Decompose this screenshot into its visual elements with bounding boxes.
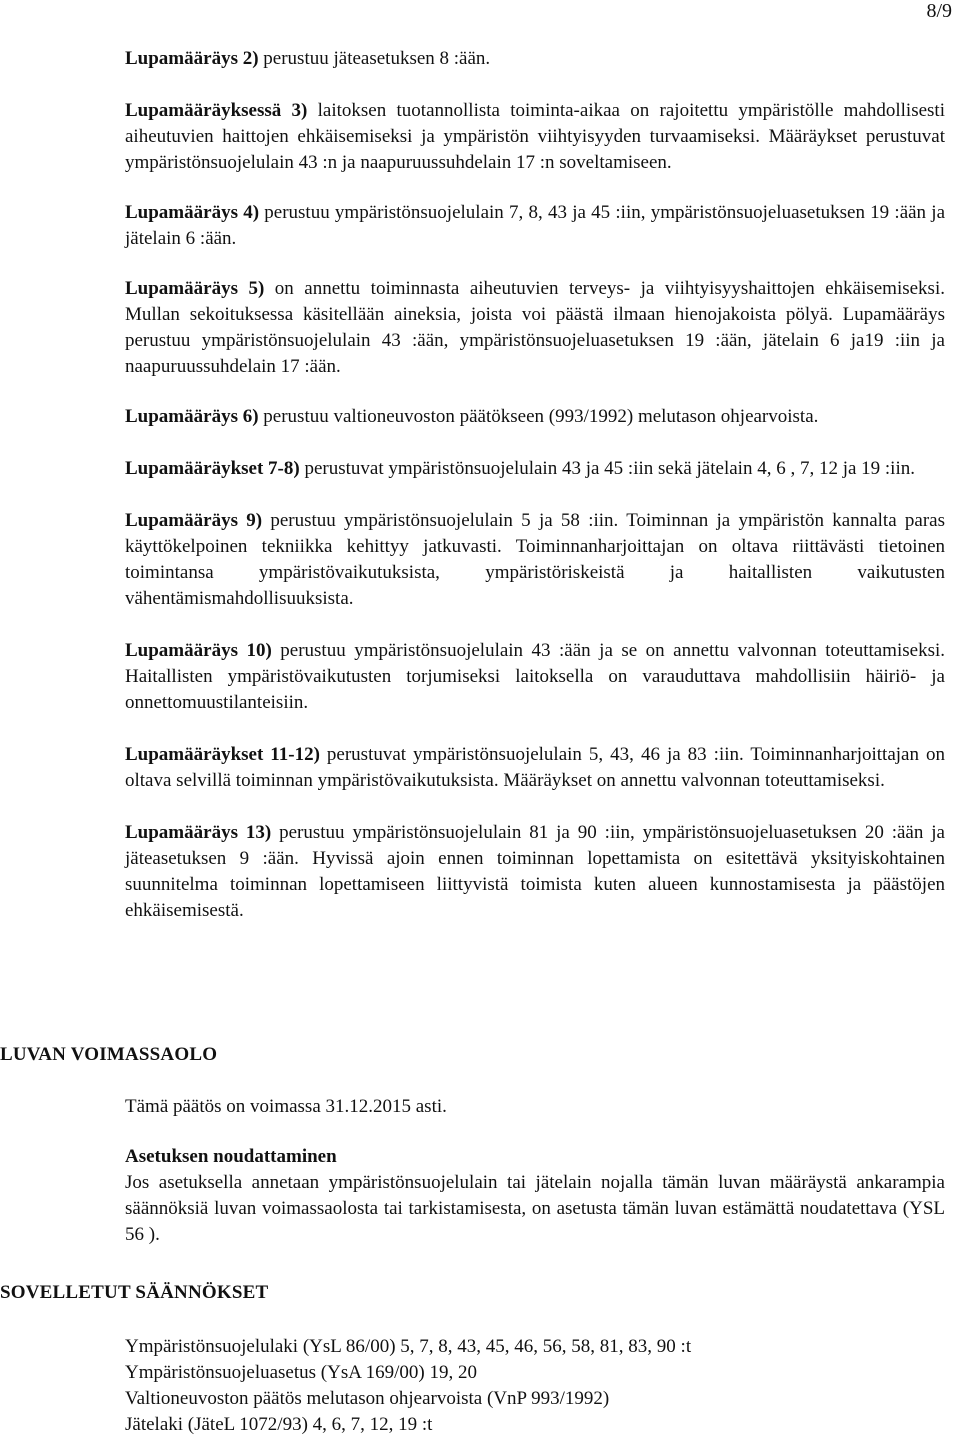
regulations-list <box>125 1334 945 1438</box>
paragraph-permit-7-8: Lupamääräykset 7-8) perustuvat ympäristönsuojelulain 43 ja 45 :iin sekä jätelain 4, 6 , 7, 12 ja 19 :iin. <box>125 458 915 479</box>
paragraph-permit-5: Lupamääräys 5) on annettu toiminnasta aiheutuvien terveys- ja viihtyisyyshaittojen ehkäisemiseksi. Mullan sekoituksessa käsitellään aineksia, joista voi päästä ilmaan hienojakoista pölyä. Lupamääräys perustuu ympäristönsuojelulain 43 :ään, ympäristönsuojeluasetuksen 19 :ään, jätelain 6 ja19 :iin ja naapuruussuhdelain 17 :ään. <box>125 278 945 377</box>
paragraph-permit-6: Lupamääräys 6) perustuu valtioneuvoston päätökseen (993/1992) melutason ohjearvoista. <box>125 406 819 427</box>
section-heading-regulations: SOVELLETUT SÄÄNNÖKSET <box>0 1282 269 1303</box>
validity-text: Tämä päätös on voimassa 31.12.2015 asti. <box>125 1096 447 1117</box>
paragraph-permit-3: Lupamääräyksessä 3) laitoksen tuotannollista toiminta-aikaa on rajoitettu ympäristölle mahdollisesti aiheutuvien haittojen ehkäisemiseksi ja ympäristön viihtyisyyden turvaamiseksi. Määräykset perustuvat ympäristönsuojelulain 43 :n ja naapuruussuhdelain 17 :n soveltamiseen. <box>125 100 945 173</box>
paragraph-permit-9: Lupamääräys 9) perustuu ympäristönsuojelulain 5 ja 58 :iin. Toiminnan ja ympäristön kannalta paras käyttökelpoinen tekniikka kehittyy jatkuvasti. Toiminnanharjoittajan on oltava riittävästi tietoinen toimintansa ympäristövaikutuksista, ympäristöriskeistä ja haitallisten vaikutusten vähentämismahdollisuuksista. <box>125 510 945 609</box>
paragraph-permit-13: Lupamääräys 13) perustuu ympäristönsuojelulain 81 ja 90 :iin, ympäristönsuojeluasetuksen 20 :ään ja jäteasetuksen 9 :ään. Hyvissä ajoin ennen toiminnan lopettamista on esitettävä yksityiskohtainen suunnitelma toiminnan lopettamiseen liittyvistä toimista kuten alueen kunnostamisesta ja päästöjen ehkäisemisestä. <box>125 822 945 921</box>
section-heading-validity: LUVAN VOIMASSAOLO <box>0 1044 218 1065</box>
compliance-text: Jos asetuksella annetaan ympäristönsuojelulain tai jätelain nojalla tämän luvan määräystä ankarampia säännöksiä luvan voimassaolosta tai tarkistamisesta, on asetusta tämän luvan estämättä noudatettava (YSL 56 ). <box>125 1172 945 1245</box>
regulation-line: Ympäristönsuojelulaki (YsL 86/00) 5, 7, 8, 43, 45, 46, 56, 58, 81, 83, 90 :t <box>125 1336 692 1357</box>
paragraph-permit-2: Lupamääräys 2) perustuu jäteasetuksen 8 :ään. <box>125 48 491 69</box>
validity-section <box>125 1094 945 1248</box>
regulation-line: Valtioneuvoston päätös melutason ohjearvoista (VnP 993/1992) <box>125 1388 610 1409</box>
paragraph-permit-4: Lupamääräys 4) perustuu ympäristönsuojelulain 7, 8, 43 ja 45 :iin, ympäristönsuojeluasetuksen 19 :ään ja jätelain 6 :ään. <box>125 202 945 249</box>
paragraph-permit-11-12: Lupamääräykset 11-12) perustuvat ympäristönsuojelulain 5, 43, 46 ja 83 :iin. Toiminnanharjoittajan on oltava selvillä toiminnan ympäristövaikutuksista. Määräykset on annettu valvonnan toteuttamiseksi. <box>125 744 945 791</box>
paragraph-permit-10: Lupamääräys 10) perustuu ympäristönsuojelulain 43 :ään ja se on annettu valvonnan toteuttamiseksi. Haitallisten ympäristövaikutusten torjumiseksi laitoksella on varauduttava mahdollisiin häiriö- ja onnettomuustilanteisiin. <box>125 640 945 713</box>
regulation-line: Ympäristönsuojeluasetus (YsA 169/00) 19, 20 <box>125 1362 478 1383</box>
regulation-line: Jätelaki (JäteL 1072/93) 4, 6, 7, 12, 19 :t <box>125 1414 433 1435</box>
subheading-regulation-compliance: Asetuksen noudattaminen <box>125 1146 337 1167</box>
document-body <box>125 46 945 924</box>
page-number: 8/9 <box>926 0 952 22</box>
